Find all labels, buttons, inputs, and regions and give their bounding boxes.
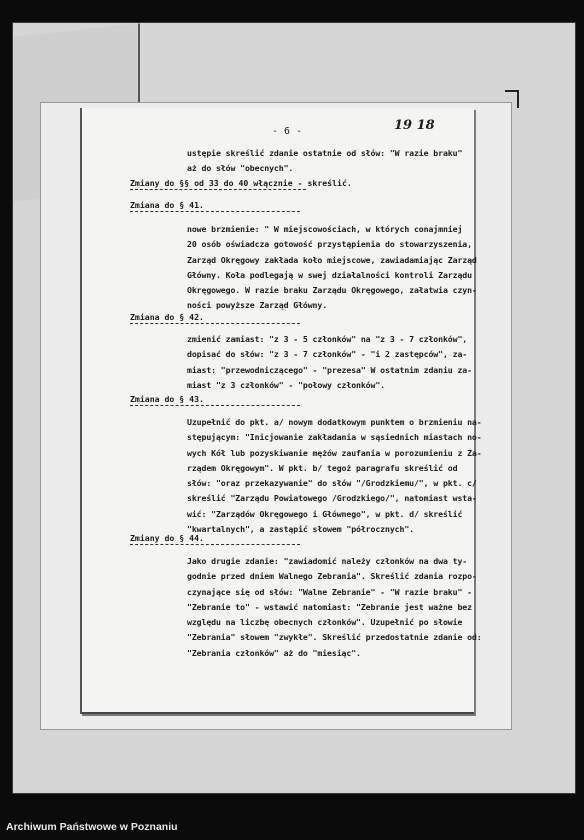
heading-44-text: Zmiany do § 44.	[130, 533, 204, 543]
underline	[130, 405, 300, 406]
handwritten-page-number: 19 18	[394, 118, 435, 133]
heading-43-text: Zmiana do § 43.	[130, 394, 204, 404]
corner-mark	[505, 90, 519, 108]
underline	[130, 323, 300, 324]
text-line: zmienić zamiast: "z 3 - 5 członków" na "z 3 - 7 członków",	[187, 334, 468, 344]
intro-line: ustępie skreślić zdanie ostatnie od słów: "W razie braku"	[187, 148, 463, 158]
text-line: stępującym: "Inicjowanie zakładania w sąsiednich miastach no-	[187, 432, 482, 443]
heading-44	[130, 533, 300, 545]
text-line: nowe brzmienie: " W miejscowościach, w których conajmniej	[187, 224, 463, 234]
text-line: ności powyższe Zarząd Główny.	[187, 300, 328, 311]
heading-41	[130, 200, 300, 212]
text-line: względu na liczbę obecnych członków". Uzupełnić po słowie	[187, 617, 463, 628]
text-line: Uzupełnić do pkt. a/ nowym dodatkowym punktem o brzmieniu na-	[187, 417, 482, 427]
heading-41-text: Zmiana do § 41.	[130, 200, 204, 210]
text-line: rządem Okręgowym". W pkt. b/ tegoż paragrafu skreślić od	[187, 462, 458, 473]
paragraph-43	[187, 415, 482, 537]
underline	[130, 211, 300, 212]
paragraph-41	[187, 222, 477, 314]
text-line: miast: "przewodniczącego" - "prezesa" W ostatnim zdaniu za-	[187, 364, 472, 375]
section-33-40-text: Zmiany do §§ od 33 do 40 włącznie - skreślić.	[130, 178, 352, 188]
document-page	[80, 108, 482, 714]
heading-42	[130, 312, 300, 324]
text-line: Główny. Koła podlegają w swej działalności kontroli Zarządu	[187, 269, 472, 280]
paragraph-42	[187, 332, 472, 393]
underline	[130, 189, 306, 190]
text-line: Jako drugie zdanie: "zawiadomić należy członków na dwa ty-	[187, 556, 468, 566]
text-line: "Zebrania" słowem "zwykłe". Skreślić przedostatnie zdanie od:	[187, 632, 482, 643]
page-number: - 6 -	[272, 126, 303, 137]
section-33-40	[130, 178, 352, 190]
heading-43	[130, 394, 300, 406]
text-line: Okręgowego. W razie braku Zarządu Okręgowego, załatwia czyn-	[187, 285, 477, 296]
paragraph-44	[187, 554, 482, 661]
underline	[130, 544, 300, 545]
text-line: dopisać do słów: "z 3 - 7 członków" - "i 2 zastępców", za-	[187, 349, 468, 360]
text-line: Zarząd Okręgowy zakłada koło miejscowe, zawiadamiając Zarząd	[187, 254, 477, 265]
intro-line: aż do słów "obecnych".	[187, 163, 294, 174]
text-line: skreślić "Zarządu Powiatowego /Grodzkiego/", natomiast wsta-	[187, 493, 477, 504]
text-line: miast "z 3 członków" - "połowy członków".	[187, 379, 386, 390]
text-line: godnie przed dniem Walnego Zebrania". Skreślić zdania rozpo-	[187, 571, 477, 582]
text-line: "kwartalnych", a zastąpić słowem "półrocznych".	[187, 524, 414, 535]
text-line: wić: "Zarządów Okręgowego i Głównego", w pkt. d/ skreślić	[187, 508, 463, 519]
text-line: wych Kół lub pozyskiwanie mężów zaufania w porozumieniu z Za-	[187, 447, 482, 458]
text-line: słów: "oraz przekazywanie" do słów "/Grodzkiemu/", w pkt. c/	[187, 478, 477, 489]
heading-42-text: Zmiana do § 42.	[130, 312, 204, 322]
text-line: "Zebrania członków" aż do "miesiąc".	[187, 647, 361, 658]
archive-footer: Archiwum Państwowe w Poznaniu	[6, 821, 178, 833]
intro-block	[187, 146, 462, 177]
text-line: "Zebranie to" - wstawić natomiast: "Zebranie jest ważne bez	[187, 601, 472, 612]
text-line: czynające się od słów: "Walne Zebranie" - "W razie braku" -	[187, 586, 472, 597]
text-line: 20 osób oświadcza gotowość przystąpienia do stowarzyszenia,	[187, 239, 472, 250]
